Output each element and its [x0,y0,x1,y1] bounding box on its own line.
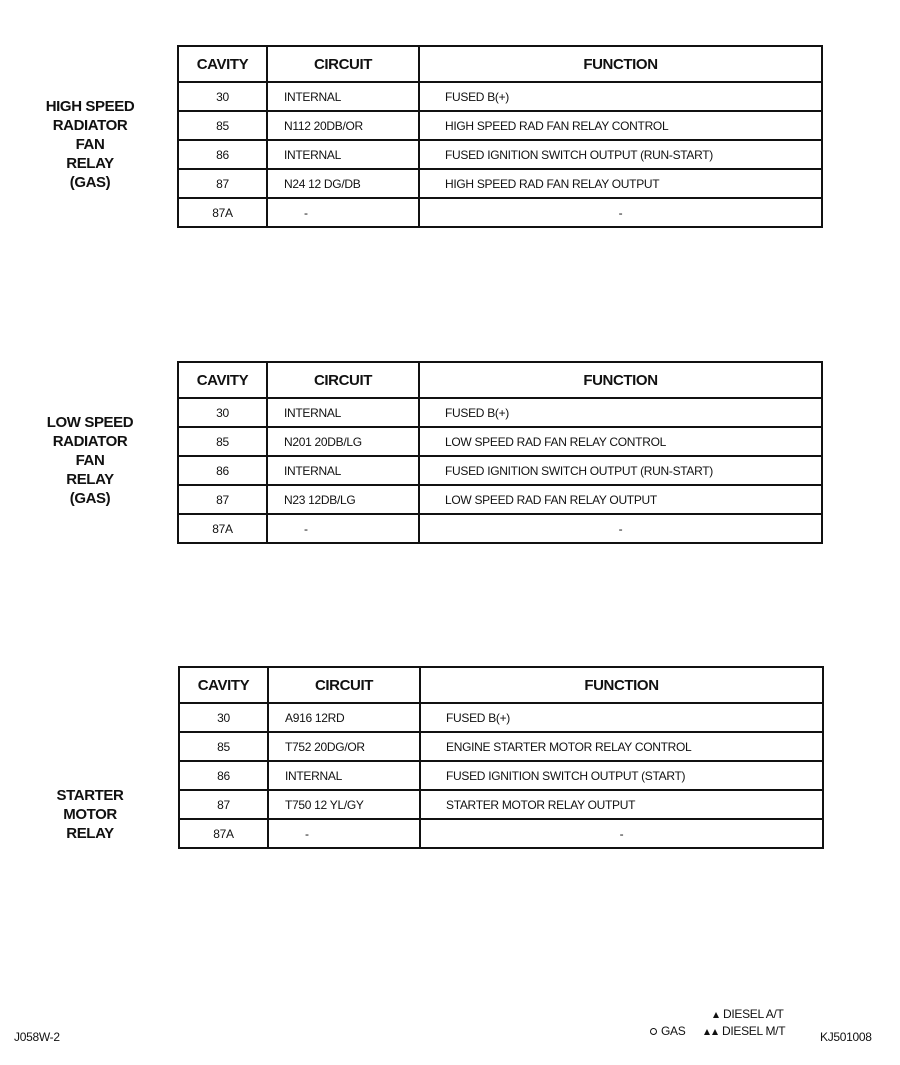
circuit-cell: N112 20DB/OR [267,111,419,140]
circle-icon [650,1028,657,1035]
cavity-cell: 87 [179,790,268,819]
circuit-cell: N24 12 DG/DB [267,169,419,198]
cavity-cell: 87 [178,169,267,198]
circuit-cell: N23 12DB/LG [267,485,419,514]
function-header: FUNCTION [420,667,823,703]
function-cell: FUSED B(+) [419,82,822,111]
cavity-cell: 87 [178,485,267,514]
function-cell: FUSED B(+) [419,398,822,427]
table-row [178,398,822,427]
label-line: STARTER [56,787,124,804]
circuit-cell: - [267,198,419,227]
table-header-row [179,667,823,703]
cavity-cell: 87A [178,198,267,227]
triangle-icon [713,1012,719,1018]
circuit-cell: T752 20DG/OR [268,732,420,761]
relay-label [20,97,160,192]
function-cell: HIGH SPEED RAD FAN RELAY CONTROL [419,111,822,140]
label-line: RADIATOR [52,117,128,134]
table-row [178,198,822,227]
circuit-cell: INTERNAL [267,398,419,427]
cavity-cell: 86 [178,456,267,485]
table-row [179,732,823,761]
label-line: RELAY [66,825,114,842]
function-cell: LOW SPEED RAD FAN RELAY CONTROL [419,427,822,456]
label-line: RADIATOR [52,433,128,450]
function-cell: - [419,198,822,227]
relay-table [177,361,823,544]
legend-gas-label: GAS [661,1024,686,1038]
circuit-header: CIRCUIT [268,667,420,703]
label-line: MOTOR [63,806,117,823]
cavity-cell: 30 [178,398,267,427]
figure-code-right: KJ501008 [820,1030,872,1044]
table-row [179,819,823,848]
cavity-cell: 30 [179,703,268,732]
table-row [178,514,822,543]
cavity-cell: 87A [179,819,268,848]
relay-label [20,413,160,508]
label-line: RELAY [66,471,114,488]
table-header-row [178,362,822,398]
function-cell: FUSED IGNITION SWITCH OUTPUT (RUN-START) [419,456,822,485]
circuit-header: CIRCUIT [267,46,419,82]
table-row [179,790,823,819]
function-cell: FUSED B(+) [420,703,823,732]
cavity-cell: 85 [178,427,267,456]
table-row [178,169,822,198]
circuit-cell: - [267,514,419,543]
relay-table [178,666,824,849]
table-row [178,427,822,456]
table-row [178,456,822,485]
triangle-icon [712,1029,718,1035]
cavity-cell: 86 [179,761,268,790]
relay-label [20,786,160,843]
table-row [179,761,823,790]
cavity-header: CAVITY [178,46,267,82]
table-row [178,82,822,111]
circuit-cell: A916 12RD [268,703,420,732]
legend-diesel-mt [704,1024,785,1038]
function-cell: STARTER MOTOR RELAY OUTPUT [420,790,823,819]
label-line: FAN [75,136,105,153]
label-line: RELAY [66,155,114,172]
table-row [178,140,822,169]
triangle-icon [704,1029,710,1035]
legend-diesel-at [713,1007,784,1021]
function-header: FUNCTION [419,362,822,398]
table-header-row [178,46,822,82]
circuit-cell: INTERNAL [267,140,419,169]
circuit-cell: INTERNAL [267,82,419,111]
table-row [178,111,822,140]
cavity-cell: 87A [178,514,267,543]
legend-diesel-at-label: DIESEL A/T [723,1007,784,1021]
table-row [179,703,823,732]
circuit-cell: N201 20DB/LG [267,427,419,456]
circuit-cell: INTERNAL [267,456,419,485]
function-header: FUNCTION [419,46,822,82]
function-cell: FUSED IGNITION SWITCH OUTPUT (START) [420,761,823,790]
label-line: FAN [75,452,105,469]
label-line: HIGH SPEED [45,98,135,115]
label-line: LOW SPEED [46,414,134,431]
legend-gas [650,1024,685,1038]
legend-diesel-mt-label: DIESEL M/T [722,1024,786,1038]
circuit-header: CIRCUIT [267,362,419,398]
circuit-cell: - [268,819,420,848]
function-cell: HIGH SPEED RAD FAN RELAY OUTPUT [419,169,822,198]
label-line: (GAS) [69,174,111,191]
cavity-header: CAVITY [178,362,267,398]
cavity-header: CAVITY [179,667,268,703]
cavity-cell: 86 [178,140,267,169]
table-row [178,485,822,514]
cavity-cell: 85 [178,111,267,140]
circuit-cell: T750 12 YL/GY [268,790,420,819]
cavity-cell: 85 [179,732,268,761]
cavity-cell: 30 [178,82,267,111]
label-line: (GAS) [69,490,111,507]
relay-table [177,45,823,228]
function-cell: LOW SPEED RAD FAN RELAY OUTPUT [419,485,822,514]
function-cell: FUSED IGNITION SWITCH OUTPUT (RUN-START) [419,140,822,169]
function-cell: - [419,514,822,543]
figure-code-left: J058W-2 [14,1030,60,1044]
circuit-cell: INTERNAL [268,761,420,790]
function-cell: - [420,819,823,848]
function-cell: ENGINE STARTER MOTOR RELAY CONTROL [420,732,823,761]
